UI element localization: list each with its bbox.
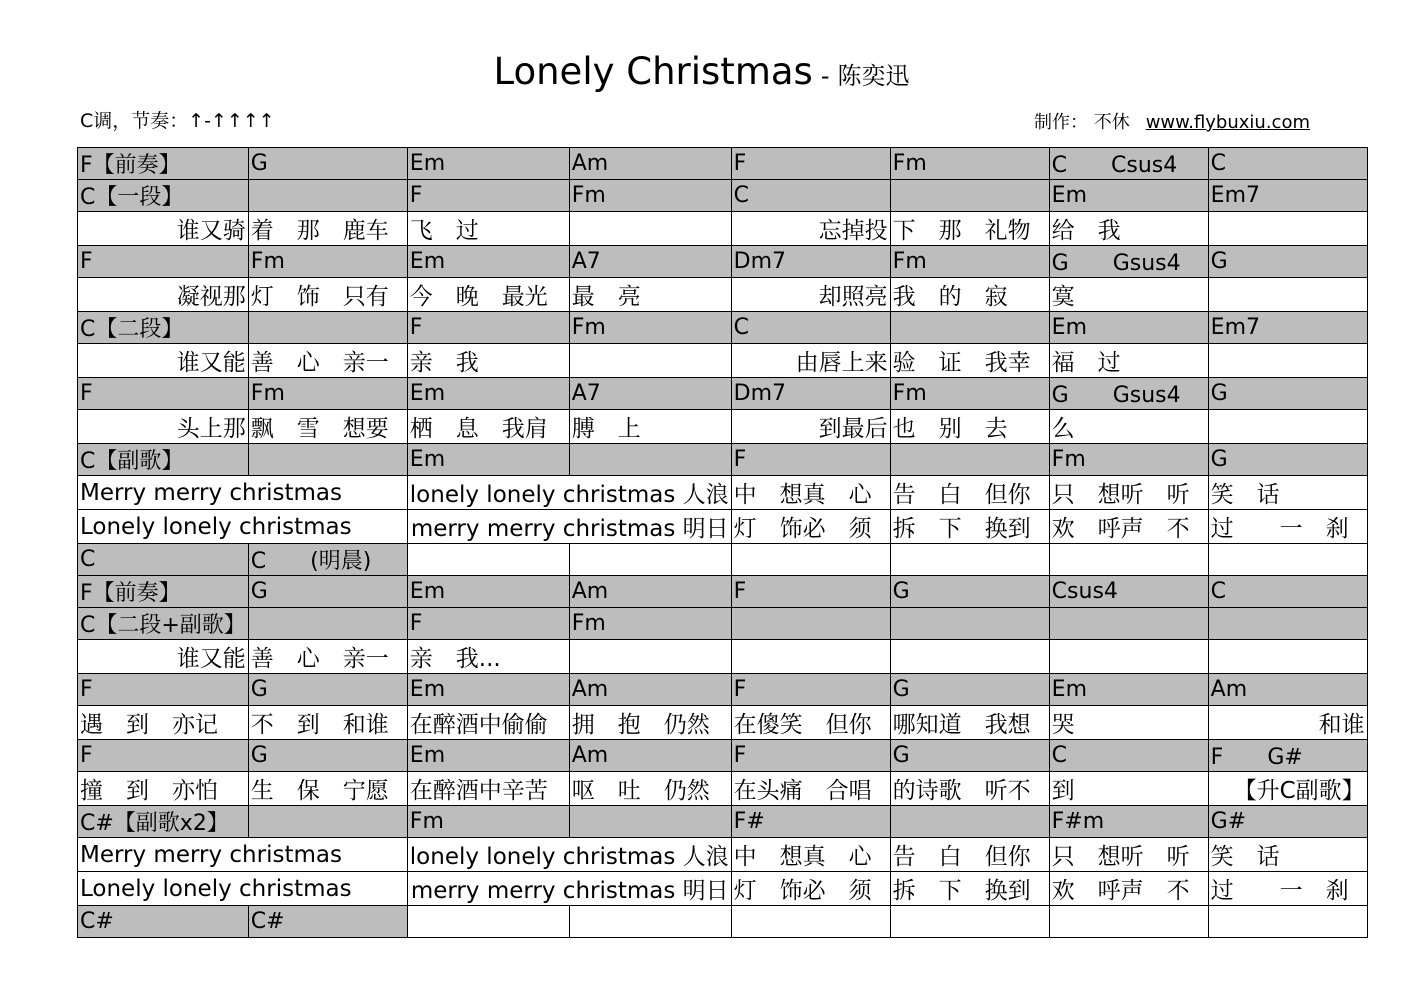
chord-cell: [731, 906, 890, 938]
chord-row: [78, 576, 1368, 608]
chord-cell: Em7: [1208, 180, 1367, 212]
chord-cell: [248, 608, 407, 640]
lyric-cell: [1208, 410, 1367, 444]
chord-cell: [248, 312, 407, 344]
chord-cell: G: [890, 740, 1049, 772]
chord-cell: Fm: [407, 806, 569, 838]
lyric-row: [78, 772, 1368, 806]
lyric-row: [78, 476, 1368, 510]
chord-cell: G: [890, 674, 1049, 706]
lyric-cell: 告 白 但你: [890, 476, 1049, 510]
made-by: 制作： 不休: [1033, 112, 1130, 133]
chord-cell: [890, 444, 1049, 476]
chord-row: [78, 312, 1368, 344]
chord-cell: G Gsus4: [1049, 378, 1208, 410]
chord-cell: F: [78, 740, 249, 772]
chord-cell: A7: [569, 378, 731, 410]
chord-cell: G: [248, 576, 407, 608]
chord-cell: [1049, 608, 1208, 640]
lyric-cell: 忘掉投: [731, 212, 890, 246]
lyric-cell: 拆 下 换到: [890, 510, 1049, 544]
chord-cell: Am: [569, 740, 731, 772]
chord-cell: G Gsus4: [1049, 246, 1208, 278]
chord-row: [78, 378, 1368, 410]
lyric-cell: merry merry christmas 明日: [407, 872, 731, 906]
lyric-cell: 善 心 亲一: [248, 344, 407, 378]
chord-cell: Fm: [890, 246, 1049, 278]
chord-cell: Em: [407, 246, 569, 278]
lyric-cell: [1049, 640, 1208, 674]
chord-cell: G: [1208, 444, 1367, 476]
chord-cell: C Csus4: [1049, 148, 1208, 180]
chord-cell: C【一段】: [78, 180, 249, 212]
chord-cell: C【二段+副歌】: [78, 608, 249, 640]
chord-cell: C: [1208, 148, 1367, 180]
chord-cell: F: [731, 576, 890, 608]
lyric-cell: 亲 我...: [407, 640, 569, 674]
lyric-cell: [1208, 344, 1367, 378]
lyric-cell: 给 我: [1049, 212, 1208, 246]
chord-cell: Em: [407, 740, 569, 772]
song-title: [0, 50, 1403, 93]
chord-cell: [1208, 544, 1367, 576]
chord-cell: Csus4: [1049, 576, 1208, 608]
chord-cell: G: [248, 148, 407, 180]
chord-cell: [890, 906, 1049, 938]
lyric-cell: 哪知道 我想: [890, 706, 1049, 740]
chord-cell: [407, 906, 569, 938]
lyric-row: [78, 344, 1368, 378]
lyric-cell: 善 心 亲一: [248, 640, 407, 674]
chord-cell: [248, 444, 407, 476]
chord-cell: F: [731, 148, 890, 180]
chord-cell: Am: [569, 148, 731, 180]
chord-cell: F: [407, 312, 569, 344]
chord-cell: Dm7: [731, 246, 890, 278]
lyric-cell: 凝视那: [78, 278, 249, 312]
lyric-cell: 拥 抱 仍然: [569, 706, 731, 740]
lyric-cell: 呕 吐 仍然: [569, 772, 731, 806]
lyric-row: [78, 872, 1368, 906]
chord-cell: Am: [1208, 674, 1367, 706]
credits: [1034, 108, 1310, 134]
chord-row: [78, 544, 1368, 576]
lyric-cell: [1208, 640, 1367, 674]
lyric-cell: 欢 呼声 不: [1049, 510, 1208, 544]
key-rhythm: C调，节奏：↑-↑↑↑↑: [80, 110, 275, 132]
chord-row: [78, 148, 1368, 180]
chord-cell: F: [78, 378, 249, 410]
lyric-cell: 和谁: [1208, 706, 1367, 740]
lyric-cell: 哭: [1049, 706, 1208, 740]
chord-cell: Em: [1049, 180, 1208, 212]
lyric-cell: 着 那 鹿车: [248, 212, 407, 246]
lyric-cell: 在头痛 合唱: [731, 772, 890, 806]
lyric-cell: Merry merry christmas: [78, 476, 408, 510]
lyric-cell: 不 到 和谁: [248, 706, 407, 740]
chord-cell: Fm: [569, 608, 731, 640]
lyric-cell: Lonely lonely christmas: [78, 872, 408, 906]
chord-row: [78, 806, 1368, 838]
chord-cell: Em: [407, 444, 569, 476]
lyric-cell: 今 晚 最光: [407, 278, 569, 312]
chord-row: [78, 674, 1368, 706]
chord-cell: A7: [569, 246, 731, 278]
chord-cell: Fm: [248, 378, 407, 410]
lyric-cell: [1208, 278, 1367, 312]
lyric-cell: 中 想真 心: [731, 838, 890, 872]
lyric-cell: 福 过: [1049, 344, 1208, 378]
chord-row: [78, 906, 1368, 938]
chord-cell: G: [248, 674, 407, 706]
website-link[interactable]: www.flybuxiu.com: [1145, 112, 1310, 133]
lyric-row: [78, 410, 1368, 444]
chord-cell: G: [248, 740, 407, 772]
chord-cell: Em: [1049, 674, 1208, 706]
chord-cell: [1049, 544, 1208, 576]
chord-cell: C#【副歌x2】: [78, 806, 249, 838]
lyric-cell: 笑 话: [1208, 476, 1367, 510]
chord-cell: Fm: [569, 180, 731, 212]
lyric-row: [78, 278, 1368, 312]
lyric-cell: 验 证 我幸: [890, 344, 1049, 378]
lyric-cell: Lonely lonely christmas: [78, 510, 408, 544]
chord-cell: Am: [569, 576, 731, 608]
chord-cell: [890, 806, 1049, 838]
lyric-cell: 过 一 刹: [1208, 872, 1367, 906]
chord-cell: C#: [78, 906, 249, 938]
lyric-cell: [890, 640, 1049, 674]
chord-cell: F: [407, 180, 569, 212]
chord-cell: [890, 544, 1049, 576]
lyric-cell: 只 想听 听: [1049, 838, 1208, 872]
lyric-row: [78, 640, 1368, 674]
title-separator: -: [820, 62, 830, 90]
song-name: Lonely Christmas: [493, 50, 813, 93]
lyric-row: [78, 706, 1368, 740]
lyric-cell: 下 那 礼物: [890, 212, 1049, 246]
lyric-cell: 谁又骑: [78, 212, 249, 246]
lyric-cell: [569, 344, 731, 378]
chord-cell: [569, 806, 731, 838]
lyric-cell: 到最后: [731, 410, 890, 444]
chord-cell: G: [1208, 246, 1367, 278]
lyric-cell: 欢 呼声 不: [1049, 872, 1208, 906]
chord-cell: Em: [407, 378, 569, 410]
lyric-cell: 飘 雪 想要: [248, 410, 407, 444]
chord-cell: C【副歌】: [78, 444, 249, 476]
chord-cell: F#m: [1049, 806, 1208, 838]
lyric-cell: 寞: [1049, 278, 1208, 312]
lyric-cell: 膊 上: [569, 410, 731, 444]
chord-cell: [1208, 906, 1367, 938]
lyric-row: [78, 838, 1368, 872]
chord-cell: Em: [407, 576, 569, 608]
chord-cell: F: [407, 608, 569, 640]
chord-row: [78, 608, 1368, 640]
lyric-cell: 在傻笑 但你: [731, 706, 890, 740]
chord-cell: Em: [1049, 312, 1208, 344]
lyric-cell: 最 亮: [569, 278, 731, 312]
lyric-cell: 撞 到 亦怕: [78, 772, 249, 806]
lyric-cell: merry merry christmas 明日: [407, 510, 731, 544]
chord-cell: F: [731, 674, 890, 706]
lyric-cell: [731, 640, 890, 674]
chord-cell: F: [78, 674, 249, 706]
lyric-cell: 在醉酒中偷偷: [407, 706, 569, 740]
chord-cell: [890, 608, 1049, 640]
lyric-cell: [1208, 212, 1367, 246]
chord-cell: G: [890, 576, 1049, 608]
lyric-cell: 么: [1049, 410, 1208, 444]
chord-row: [78, 740, 1368, 772]
chord-cell: F【前奏】: [78, 576, 249, 608]
chord-cell: C: [78, 544, 249, 576]
chord-cell: [569, 444, 731, 476]
lyric-cell: 灯 饰必 须: [731, 872, 890, 906]
lyric-cell: 我 的 寂: [890, 278, 1049, 312]
chord-cell: F#: [731, 806, 890, 838]
chord-cell: Fm: [1049, 444, 1208, 476]
lyric-cell: 也 别 去: [890, 410, 1049, 444]
lyric-cell: 栖 息 我肩: [407, 410, 569, 444]
chord-cell: Em7: [1208, 312, 1367, 344]
chord-cell: [569, 906, 731, 938]
lyric-cell: 的诗歌 听不: [890, 772, 1049, 806]
chord-cell: [890, 180, 1049, 212]
lyric-cell: 在醉酒中辛苦: [407, 772, 569, 806]
lyric-cell: 生 保 宁愿: [248, 772, 407, 806]
chord-cell: F: [731, 740, 890, 772]
chord-cell: [569, 544, 731, 576]
chord-cell: Am: [569, 674, 731, 706]
chord-row: [78, 180, 1368, 212]
chord-cell: Fm: [890, 148, 1049, 180]
lyric-cell: 告 白 但你: [890, 838, 1049, 872]
chord-cell: Fm: [569, 312, 731, 344]
chord-cell: [731, 608, 890, 640]
lyric-cell: 过 一 刹: [1208, 510, 1367, 544]
chord-row: [78, 246, 1368, 278]
chord-cell: [407, 544, 569, 576]
key-change-note: 【升C副歌】: [1208, 772, 1367, 806]
chord-cell: [248, 806, 407, 838]
chord-cell: G#: [1208, 806, 1367, 838]
chord-cell: [731, 544, 890, 576]
lyric-cell: 谁又能: [78, 344, 249, 378]
lyric-cell: 只 想听 听: [1049, 476, 1208, 510]
chord-cell: [248, 180, 407, 212]
chord-cell: Dm7: [731, 378, 890, 410]
chord-cell: C: [731, 180, 890, 212]
chord-cell: C: [731, 312, 890, 344]
lyric-cell: [569, 212, 731, 246]
chord-cell: F G#: [1208, 740, 1367, 772]
chord-row: [78, 444, 1368, 476]
chord-cell: Fm: [890, 378, 1049, 410]
lyric-row: [78, 510, 1368, 544]
chord-cell: C: [1049, 740, 1208, 772]
lyric-cell: 拆 下 换到: [890, 872, 1049, 906]
chord-cell: C: [1208, 576, 1367, 608]
lyric-cell: lonely lonely christmas 人浪: [407, 476, 731, 510]
lyric-cell: 亲 我: [407, 344, 569, 378]
lyric-cell: 由唇上来: [731, 344, 890, 378]
lyric-row: [78, 212, 1368, 246]
lyric-cell: 到: [1049, 772, 1208, 806]
chord-cell: Em: [407, 148, 569, 180]
lyric-cell: 头上那: [78, 410, 249, 444]
lyric-cell: 中 想真 心: [731, 476, 890, 510]
lyric-cell: 却照亮: [731, 278, 890, 312]
lyric-cell: 笑 话: [1208, 838, 1367, 872]
artist-name: 陈奕迅: [837, 62, 910, 90]
chord-cell: Fm: [248, 246, 407, 278]
chord-cell: G: [1208, 378, 1367, 410]
chord-cell: F【前奏】: [78, 148, 249, 180]
chord-cell: Em: [407, 674, 569, 706]
lyric-cell: 谁又能: [78, 640, 249, 674]
chord-cell: C (明晨): [248, 544, 407, 576]
chord-cell: F: [78, 246, 249, 278]
chord-cell: F: [731, 444, 890, 476]
lyric-cell: lonely lonely christmas 人浪: [407, 838, 731, 872]
chord-cell: C【二段】: [78, 312, 249, 344]
lyric-cell: 灯 饰 只有: [248, 278, 407, 312]
chord-sheet-table: [77, 147, 1368, 938]
chord-cell: [890, 312, 1049, 344]
chord-cell: [1208, 608, 1367, 640]
lyric-cell: 遇 到 亦记: [78, 706, 249, 740]
lyric-cell: 飞 过: [407, 212, 569, 246]
lyric-cell: [569, 640, 731, 674]
lyric-cell: 灯 饰必 须: [731, 510, 890, 544]
chord-cell: C#: [248, 906, 407, 938]
lyric-cell: Merry merry christmas: [78, 838, 408, 872]
chord-cell: [1049, 906, 1208, 938]
